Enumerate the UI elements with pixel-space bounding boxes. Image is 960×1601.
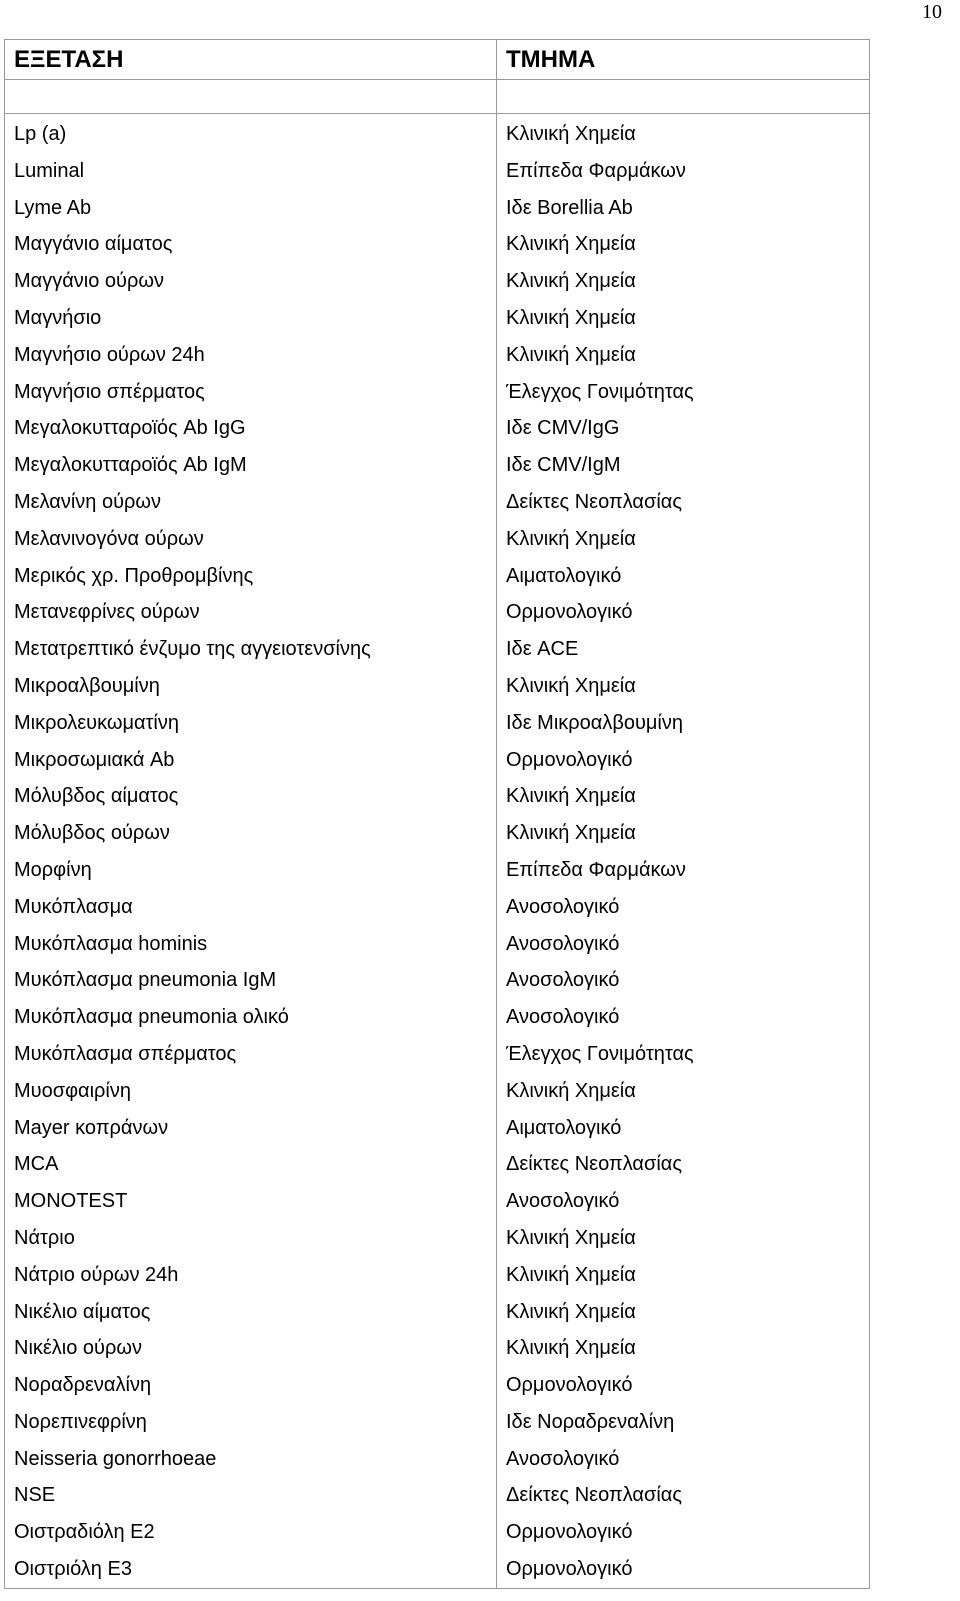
exam-name: Οιστριόλη E3 bbox=[14, 1558, 132, 1581]
exam-name: Μικρολευκωματίνη bbox=[14, 711, 179, 734]
exam-column-header: ΕΞΕΤΑΣΗ bbox=[5, 40, 497, 80]
department-name: Ορμονολογικό bbox=[506, 748, 633, 771]
department-list bbox=[497, 114, 870, 1589]
department-name: Αιματολογικό bbox=[506, 564, 622, 587]
spacer-cell bbox=[5, 80, 497, 114]
department-name: Ιδε CMV/IgG bbox=[506, 417, 620, 440]
department-name: Ιδε ACE bbox=[506, 638, 579, 661]
exam-name: Μελανινογόνα ούρων bbox=[14, 527, 204, 550]
exam-name: Lp (a) bbox=[14, 123, 67, 145]
department-name: Κλινική Χημεία bbox=[506, 1337, 636, 1360]
department-name: Κλινική Χημεία bbox=[506, 1263, 636, 1286]
department-name: Έλεγχος Γονιμότητας bbox=[506, 1042, 694, 1065]
exam-department-table bbox=[4, 39, 870, 1589]
department-name: Δείκτες Νεοπλασίας bbox=[506, 1484, 682, 1507]
exam-name: Μαγνήσιο bbox=[14, 306, 102, 329]
department-name: Ιδε Νοραδρεναλίνη bbox=[506, 1410, 675, 1433]
department-name: Κλινική Χημεία bbox=[506, 343, 636, 366]
exam-name: Neisseria gonorrhoeae bbox=[14, 1447, 217, 1470]
exam-name: Νορεπινεφρίνη bbox=[14, 1410, 147, 1433]
exam-name: Μαγγάνιο αίματος bbox=[14, 233, 173, 256]
department-name: Αιματολογικό bbox=[506, 1116, 622, 1139]
department-name: Ορμονολογικό bbox=[506, 1521, 633, 1544]
department-column-header: ΤΜΗΜΑ bbox=[497, 40, 870, 80]
exam-name: Μελανίνη ούρων bbox=[14, 490, 162, 513]
department-name: Ιδε CMV/IgM bbox=[506, 454, 621, 477]
exam-name: MCA bbox=[14, 1153, 59, 1176]
exam-name: Νάτριο ούρων 24h bbox=[14, 1263, 179, 1286]
exam-name: NSE bbox=[14, 1484, 56, 1507]
exam-name: Μόλυβδος ούρων bbox=[14, 822, 170, 845]
exam-name: Μόλυβδος αίματος bbox=[14, 785, 179, 808]
exam-name: Οιστραδιόλη E2 bbox=[14, 1521, 155, 1544]
table-body-row bbox=[5, 114, 870, 1589]
department-name: Κλινική Χημεία bbox=[506, 1226, 636, 1249]
department-name: Ανοσολογικό bbox=[506, 969, 620, 992]
department-name: Κλινική Χημεία bbox=[506, 822, 636, 845]
exam-name: Luminal bbox=[14, 159, 85, 182]
department-name: Κλινική Χημεία bbox=[506, 233, 636, 256]
exam-name: Mayer κοπράνων bbox=[14, 1116, 169, 1139]
exam-name: Μυκόπλασμα pneumonia ολικό bbox=[14, 1006, 289, 1029]
department-name: Κλινική Χημεία bbox=[506, 785, 636, 808]
department-name: Κλινική Χημεία bbox=[506, 270, 636, 293]
page-number: 10 bbox=[922, 1, 942, 23]
exam-name: Μεγαλοκυτταροϊός Ab IgM bbox=[14, 454, 247, 477]
exam-name: Lyme Ab bbox=[14, 196, 92, 219]
department-name: Κλινική Χημεία bbox=[506, 123, 636, 145]
department-name: Ανοσολογικό bbox=[506, 1006, 620, 1029]
department-name: Ανοσολογικό bbox=[506, 1447, 620, 1470]
exam-name: Νικέλιο ούρων bbox=[14, 1337, 142, 1360]
department-name: Ανοσολογικό bbox=[506, 1190, 620, 1213]
exam-name: Μυκόπλασμα pneumonia IgM bbox=[14, 969, 277, 992]
exam-name: Μυκόπλασμα σπέρματος bbox=[14, 1042, 237, 1065]
department-name: Ανοσολογικό bbox=[506, 932, 620, 955]
department-name: Επίπεδα Φαρμάκων bbox=[506, 159, 686, 182]
exam-name: Μετανεφρίνες ούρων bbox=[14, 601, 200, 624]
exam-name: Μερικός χρ. Προθρομβίνης bbox=[14, 564, 254, 587]
department-name: Κλινική Χημεία bbox=[506, 674, 636, 697]
department-name: Κλινική Χημεία bbox=[506, 1300, 636, 1323]
department-name: Ιδε Borellia Ab bbox=[506, 196, 633, 219]
department-name: Ανοσολογικό bbox=[506, 895, 620, 918]
exam-list bbox=[5, 114, 497, 1589]
exam-name: Μυκόπλασμα bbox=[14, 895, 133, 918]
department-name: Κλινική Χημεία bbox=[506, 527, 636, 550]
exam-name: Μικροαλβουμίνη bbox=[14, 674, 160, 697]
table-header-row bbox=[5, 40, 870, 80]
department-name: Ορμονολογικό bbox=[506, 1374, 633, 1397]
department-name: Κλινική Χημεία bbox=[506, 306, 636, 329]
department-name: Ιδε Μικροαλβουμίνη bbox=[506, 711, 683, 734]
exam-name: Μαγνήσιο σπέρματος bbox=[14, 380, 205, 403]
exam-name: Μικροσωμιακά Ab bbox=[14, 748, 175, 771]
department-name: Ορμονολογικό bbox=[506, 601, 633, 624]
department-name: Ορμονολογικό bbox=[506, 1558, 633, 1581]
spacer-row bbox=[5, 80, 870, 114]
exam-name: Μορφίνη bbox=[14, 858, 92, 881]
exam-name: Νικέλιο αίματος bbox=[14, 1300, 151, 1323]
exam-name: Νάτριο bbox=[14, 1226, 75, 1249]
exam-name: MONOTEST bbox=[14, 1190, 128, 1213]
department-name: Επίπεδα Φαρμάκων bbox=[506, 858, 686, 881]
department-name: Δείκτες Νεοπλασίας bbox=[506, 1153, 682, 1176]
exam-name: Μαγγάνιο ούρων bbox=[14, 270, 164, 293]
department-name: Έλεγχος Γονιμότητας bbox=[506, 380, 694, 403]
exam-name: Νοραδρεναλίνη bbox=[14, 1374, 152, 1397]
exam-name: Μυκόπλασμα hominis bbox=[14, 932, 208, 955]
exam-name: Μετατρεπτικό ένζυμο της αγγειοτενσίνης bbox=[14, 638, 371, 661]
spacer-cell bbox=[497, 80, 870, 114]
department-name: Δείκτες Νεοπλασίας bbox=[506, 490, 682, 513]
exam-name: Μεγαλοκυτταροϊός Ab IgG bbox=[14, 417, 246, 440]
exam-name: Μαγνήσιο ούρων 24h bbox=[14, 343, 205, 366]
exam-name: Μυοσφαιρίνη bbox=[14, 1079, 131, 1102]
department-name: Κλινική Χημεία bbox=[506, 1079, 636, 1102]
